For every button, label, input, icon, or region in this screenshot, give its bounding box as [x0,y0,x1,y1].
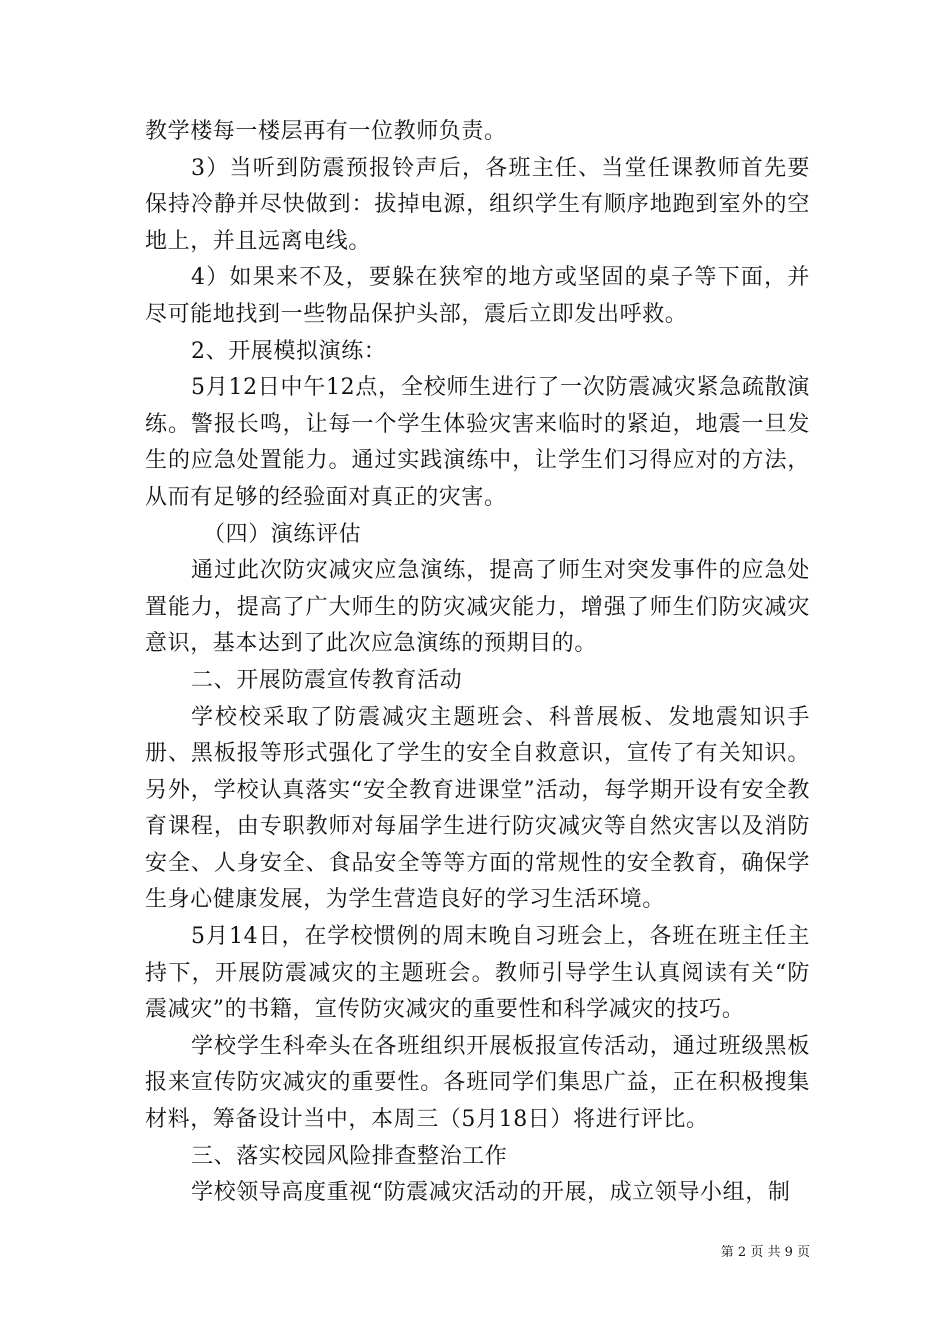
heading-risk-inspection: 三、落实校园风险排查整治工作 [191,1143,508,1169]
paragraph-drill-description: 5月12日中午12点，全校师生进行了一次防震减灾紧急疏散演练。警报长鸣，让每一个学生体验灾害来临时的紧迫，地震一旦发生的应急处置能力。通过实践演练中，让学生们习得应对的方法，从而有足够的经验面对真正的灾害。 [145,375,810,510]
paragraph-evaluation: 通过此次防灾减灾应急演练，提高了师生对突发事件的应急处置能力，提高了广大师生的防灾减灾能力，增强了师生们防灾减灾意识，基本达到了此次应急演练的预期目的。 [145,558,810,657]
page-number: 第 2 页 共 9 页 [720,1245,810,1260]
heading-education-activities: 二、开展防震宣传教育活动 [191,667,463,693]
document-body [145,114,810,1212]
paragraph-item-3: 3）当听到防震预报铃声后，各班主任、当堂任课教师首先要保持冷静并尽快做到：拔掉电源，组织学生有顺序地跑到室外的空地上，并且远离电线。 [145,155,810,254]
paragraph-education: 学校校采取了防震减灾主题班会、科普展板、发地震知识手册、黑板报等形式强化了学生的安全自救意识，宣传了有关知识。另外，学校认真落实“安全教育进课堂”活动，每学期开设有安全教育课程，由专职教师对每届学生进行防灾减灾等自然灾害以及消防安全、人身安全、食品安全等等方面的常规性的安全教育，确保学生身心健康发展，为学生营造良好的学习生活环境。 [145,704,810,913]
heading-drill-evaluation: （四）演练评估 [203,521,362,547]
paragraph-continuation: 教学楼每一楼层再有一位教师负责。 [145,119,507,144]
paragraph-blackboard: 学校学生科牵头在各班组织开展板报宣传活动，通过班级黑板报来宣传防灾减灾的重要性。各班同学们集思广益，正在积极搜集材料，筹备设计当中，本周三（5月18日）将进行评比。 [145,1033,810,1133]
paragraph-item-4: 4）如果来不及，要躲在狭窄的地方或坚固的桌子等下面，并尽可能地找到一些物品保护头部，震后立即发出呼救。 [145,265,810,327]
paragraph-leadership: 学校领导高度重视“防震减灾活动的开展，成立领导小组，制 [191,1180,791,1206]
paragraph-class-meeting: 5月14日，在学校惯例的周末晚自习班会上，各班在班主任主持下，开展防震减灾的主题班会。教师引导学生认真阅读有关“防震减灾”的书籍，宣传防灾减灾的重要性和科学减灾的技巧。 [145,924,810,1023]
heading-simulation-drill: 2、开展模拟演练： [191,338,387,364]
